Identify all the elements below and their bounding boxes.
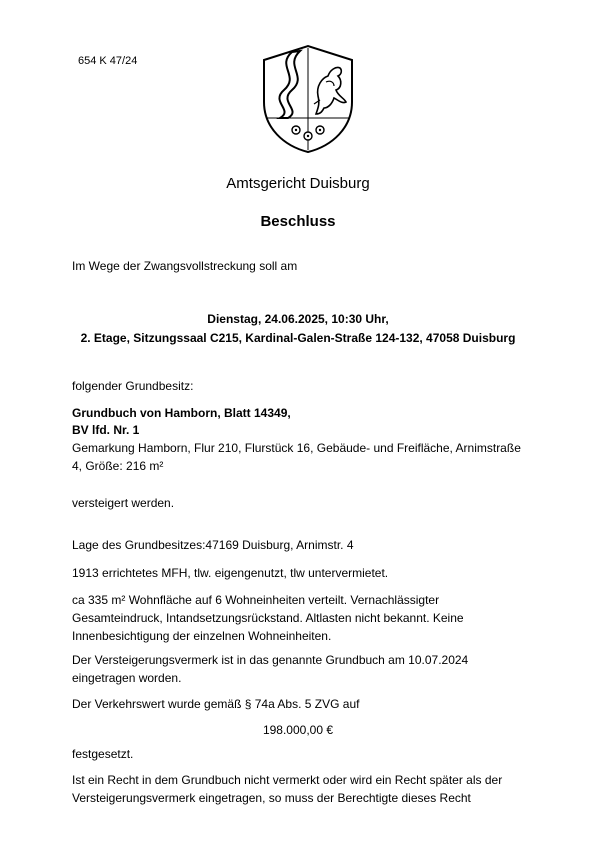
- valuation-fixed: festgesetzt.: [72, 747, 134, 761]
- description-line-3: Innenbesichtigung der einzelnen Wohneinheiten.: [72, 629, 332, 643]
- parcel-line-1: Gemarkung Hamborn, Flur 210, Flurstück 16, Gebäude- und Freifläche, Arnimstraße: [72, 441, 521, 455]
- description-line-1: ca 335 m² Wohnfläche auf 6 Wohneinheiten verteilt. Vernachlässigter: [72, 593, 440, 607]
- property-location: Lage des Grundbesitzes:47169 Duisburg, Arnimstr. 4: [72, 538, 354, 552]
- valuation-intro: Der Verkehrswert wurde gemäß § 74a Abs. 5 ZVG auf: [72, 697, 360, 711]
- registration-line-1: Der Versteigerungsvermerk ist in das genannte Grundbuch am 10.07.2024: [72, 653, 469, 667]
- rights-line-1: Ist ein Recht in dem Grundbuch nicht vermerkt oder wird ein Recht später als der: [72, 773, 503, 787]
- auction-location: 2. Etage, Sitzungssaal C215, Kardinal-Galen-Straße 124-132, 47058 Duisburg: [80, 331, 516, 345]
- court-name: Amtsgericht Duisburg: [226, 175, 370, 192]
- bv-number: BV lfd. Nr. 1: [72, 423, 140, 437]
- building-info: 1913 errichtetes MFH, tlw. eigengenutzt, tlw untervermietet.: [72, 566, 389, 580]
- land-register: Grundbuch von Hamborn, Blatt 14349,: [72, 406, 291, 420]
- auction-date: Dienstag, 24.06.2025, 10:30 Uhr,: [207, 312, 389, 326]
- rights-line-2: Versteigerungsvermerk eingetragen, so muss der Berechtigte dieses Recht: [72, 791, 471, 805]
- auction-phrase: versteigert werden.: [72, 496, 175, 510]
- file-reference: 654 K 47/24: [78, 55, 138, 67]
- intro-text: Im Wege der Zwangsvollstreckung soll am: [72, 259, 298, 273]
- document-title: Beschluss: [260, 213, 336, 230]
- description-line-2: Gesamteindruck, Intandsetzungsrückstand. Altlasten nicht bekannt. Keine: [72, 611, 464, 625]
- property-intro: folgender Grundbesitz:: [72, 379, 194, 393]
- coat-of-arms-icon: [258, 42, 358, 154]
- parcel-line-2: 4, Größe: 216 m²: [72, 459, 164, 473]
- registration-line-2: eingetragen worden.: [72, 671, 182, 685]
- valuation-amount: 198.000,00 €: [262, 723, 334, 737]
